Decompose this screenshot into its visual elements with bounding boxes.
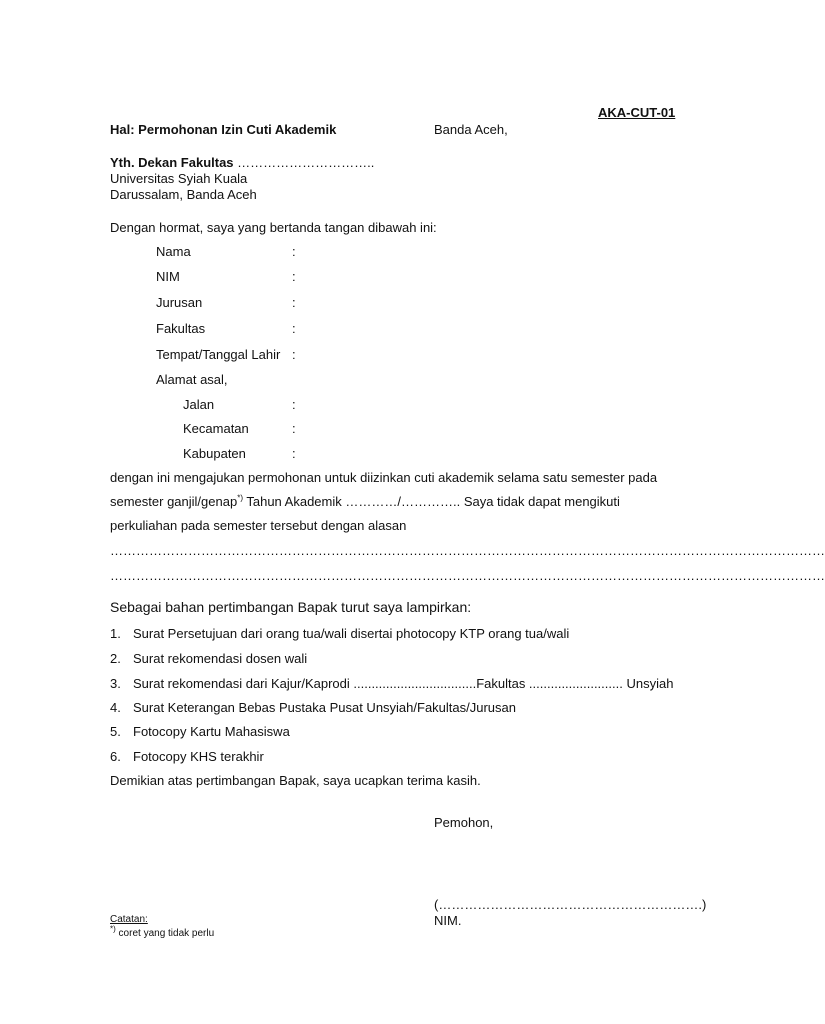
addressee-line-2: Universitas Syiah Kuala: [110, 171, 248, 186]
body-academic-year-text: Tahun Akademik …………/………….. Saya tidak dapat mengikuti: [242, 494, 620, 509]
attachment-number: 5.: [110, 724, 121, 739]
opening-sentence: Dengan hormat, saya yang bertanda tangan dibawah ini:: [110, 220, 437, 235]
addressee-title: Yth. Dekan Fakultas: [110, 155, 234, 170]
attachment-number: 3.: [110, 676, 121, 691]
field-label-nama: Nama: [156, 244, 191, 259]
body-line-1: dengan ini mengajukan permohonan untuk diizinkan cuti akademik selama satu semester pada: [110, 470, 658, 485]
attachment-item: Surat rekomendasi dari Kajur/Kaprodi ..................................Fakultas .......................... Unsyiah: [133, 676, 674, 691]
field-colon-tempat-tanggal-lahir: :: [292, 347, 296, 362]
place-date: Banda Aceh,: [434, 122, 508, 137]
footnote-marker: *): [237, 493, 243, 503]
attachment-number: 1.: [110, 626, 121, 641]
field-colon-fakultas: :: [292, 321, 296, 336]
field-label-jalan: Jalan: [183, 397, 215, 412]
field-colon-jalan: :: [292, 397, 296, 412]
addressee-line-1: [110, 155, 374, 171]
document-code: AKA-CUT-01: [598, 105, 676, 120]
signature-name-line: (…………………………………………………….): [434, 897, 707, 912]
field-colon-nim: :: [292, 269, 296, 284]
addressee-line-3: Darussalam, Banda Aceh: [110, 187, 257, 202]
field-label-tempat-tanggal-lahir: Tempat/Tanggal Lahir: [156, 347, 281, 362]
note-text: [110, 924, 215, 940]
attachment-item: Surat Keterangan Bebas Pustaka Pusat Unsyiah/Fakultas/Jurusan: [133, 700, 516, 715]
field-label-kabupaten: Kabupaten: [183, 446, 246, 461]
applicant-label: Pemohon,: [434, 815, 494, 830]
field-colon-nama: :: [292, 244, 296, 259]
attachments-intro: Sebagai bahan pertimbangan Bapak turut saya lampirkan:: [110, 599, 472, 615]
body-semester-text: semester ganjil/genap: [110, 494, 238, 509]
signature-nim: NIM.: [434, 913, 462, 928]
attachment-item: Fotocopy Kartu Mahasiswa: [133, 724, 290, 739]
field-colon-jurusan: :: [292, 295, 296, 310]
field-label-jurusan: Jurusan: [156, 295, 203, 310]
field-label-nim: NIM: [156, 269, 180, 284]
attachment-item: Fotocopy KHS terakhir: [133, 749, 264, 764]
body-line-2: [110, 494, 620, 510]
reason-blank-line-1: …………………………………………………………………………………………………………………………………………………: [110, 543, 825, 558]
note-title: Catatan:: [110, 914, 148, 925]
field-label-kecamatan: Kecamatan: [183, 421, 249, 436]
attachment-number: 4.: [110, 700, 121, 715]
closing-sentence: Demikian atas pertimbangan Bapak, saya ucapkan terima kasih.: [110, 773, 481, 788]
field-colon-kecamatan: :: [292, 421, 296, 436]
body-line-3: perkuliahan pada semester tersebut dengan alasan: [110, 518, 407, 533]
attachment-number: 6.: [110, 749, 121, 764]
field-label-alamat-asal: Alamat asal,: [156, 372, 228, 387]
subject-line: Hal: Permohonan Izin Cuti Akademik: [110, 122, 337, 137]
addressee-faculty-blank: …………………………..: [237, 155, 375, 170]
attachment-item: Surat Persetujuan dari orang tua/wali disertai photocopy KTP orang tua/wali: [133, 626, 570, 641]
note-footnote-marker: *): [110, 924, 116, 934]
reason-blank-line-2: …………………………………………………………………………………………………………………………………………………: [110, 568, 825, 583]
field-colon-kabupaten: :: [292, 446, 296, 461]
field-label-fakultas: Fakultas: [156, 321, 206, 336]
attachment-number: 2.: [110, 651, 121, 666]
attachment-item: Surat rekomendasi dosen wali: [133, 651, 308, 666]
note-content: coret yang tidak perlu: [115, 928, 215, 939]
